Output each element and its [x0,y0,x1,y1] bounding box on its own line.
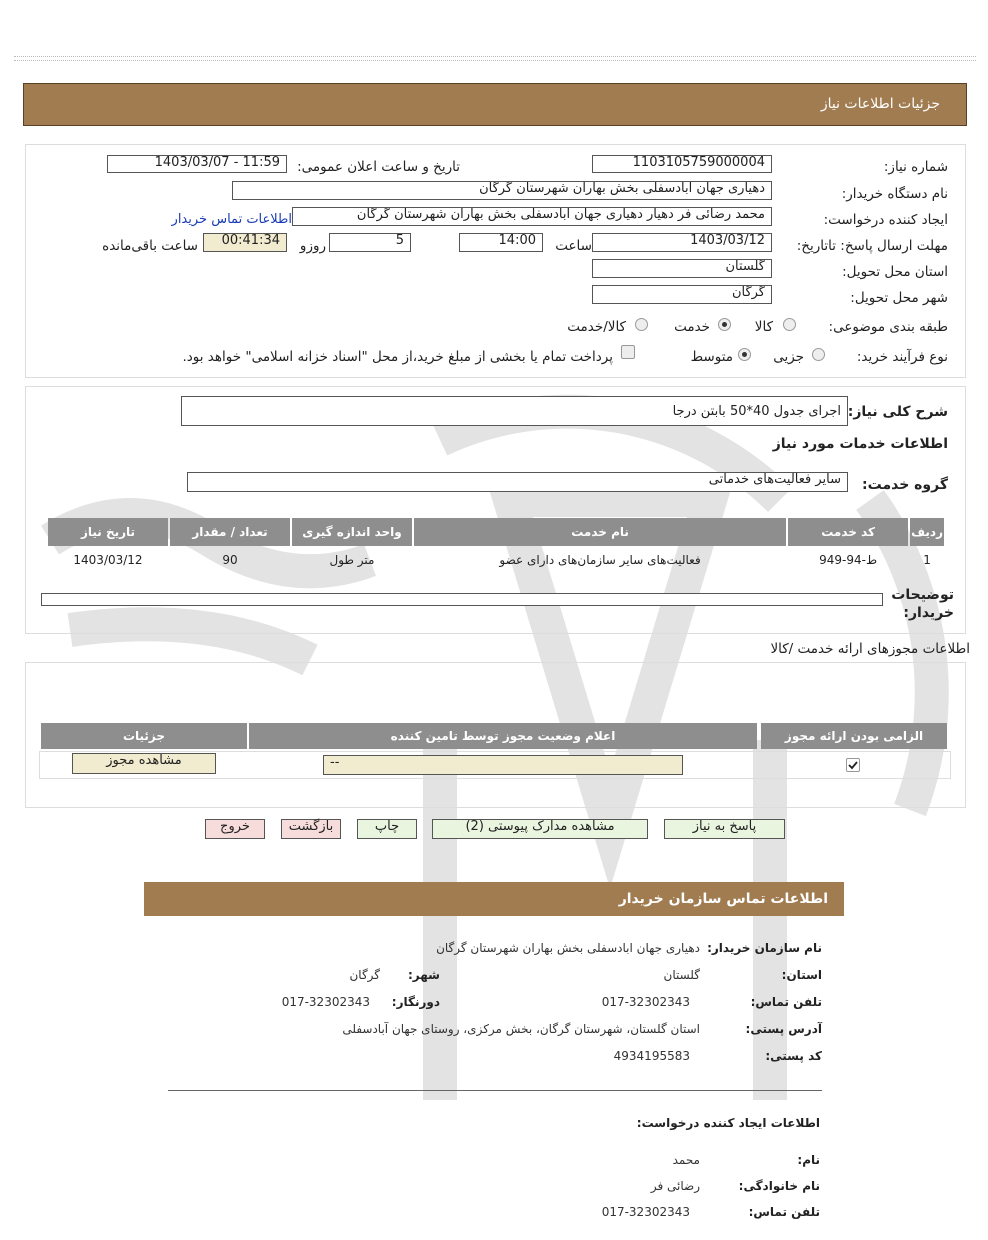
last-name-label: نام خانوادگی: [738,1179,820,1193]
cell-unit: متر طول [329,553,375,567]
service-group-label: گروه خدمت: [862,477,948,493]
deadline-date-field: 1403/03/12 [592,233,772,252]
license-details-header: جزئیات [41,723,247,749]
col-service-code: کد خدمت [788,518,908,546]
need-details-panel [25,144,966,378]
announce-datetime-label: تاریخ و ساعت اعلان عمومی: [297,159,460,175]
creator-info-heading: اطلاعات ایجاد کننده درخواست: [636,1116,820,1130]
licenses-heading: اطلاعات مجوزهای ارائه خدمت /کالا [770,641,970,657]
first-name-value: محمد [672,1153,700,1167]
print-button[interactable]: چاپ [357,819,417,839]
table-row [48,548,944,572]
request-creator-field: محمد رضائی فر دهیار دهیاری جهان ابادسفلی بخش بهاران شهرستان گرگان [292,207,772,226]
contact-divider [168,1090,822,1091]
top-divider [14,56,976,61]
reply-to-need-button[interactable]: پاسخ به نیاز [664,819,785,839]
remaining-days-field: 5 [329,233,411,252]
process-minor-label: جزیی [773,349,804,365]
license-required-header: الزامی بودن ارائه مجوز [761,723,947,749]
cell-quantity: 90 [222,553,238,567]
deadline-time-label: ساعت [555,238,592,254]
remaining-time-field: 00:41:34 [203,233,287,252]
buyer-org-label: نام دستگاه خریدار: [841,186,948,202]
contact-city-value: گرگان [349,968,380,982]
cell-need-date: 1403/03/12 [73,553,143,567]
days-label: روزو [299,238,326,254]
deadline-time-field: 14:00 [459,233,543,252]
contact-fax-value: 017-32302343 [281,995,370,1009]
general-description-field: اجرای جدول 40*50 بابتن درجا [181,396,848,426]
category-service-label: خدمت [674,319,710,335]
contact-fax-label: دورنگار: [391,995,440,1009]
view-attachments-button[interactable]: مشاهده مدارک پیوستی (2) [432,819,648,839]
delivery-city-field: گرگان [592,285,772,304]
treasury-payment-checkbox[interactable] [621,345,635,359]
process-type-label: نوع فرآیند خرید: [856,349,948,365]
licenses-table-header [39,721,949,751]
announce-datetime-field: 1403/03/07 - 11:59 [107,155,287,173]
col-unit: واحد اندازه گیری [292,518,412,546]
category-service-radio[interactable] [718,318,731,331]
page-header [23,83,967,126]
need-number-label: شماره نیاز: [883,159,948,175]
license-status-header: اعلام وضعیت مجوز توسط تامین کننده [249,723,757,749]
services-table [46,516,946,574]
remaining-time-label: ساعت باقی‌مانده [102,238,198,254]
org-name-value: دهیاری جهان ابادسفلی بخش بهاران شهرستان گرگان [436,941,700,955]
contact-province-label: استان: [781,968,822,982]
buyer-contact-header [144,882,844,916]
contact-phone-value: 017-32302343 [601,995,690,1009]
process-medium-label: متوسط [690,349,733,365]
category-goods-service-label: کالا/خدمت [567,319,626,335]
back-button[interactable]: بازگشت [281,819,341,839]
delivery-province-field: گلستان [592,259,772,278]
creator-phone-value: 017-32302343 [601,1205,690,1219]
org-name-label: نام سازمان خریدار: [707,941,822,955]
view-license-button[interactable]: مشاهده مجوز [72,753,216,774]
col-row: ردیف [910,518,944,546]
license-status-field: -- [323,755,683,775]
buyer-notes-field [41,593,883,606]
request-creator-label: ایجاد کننده درخواست: [823,212,948,228]
buyer-notes-label: توضیحات خریدار: [891,587,954,621]
col-service-name: نام خدمت [414,518,786,546]
category-goods-service-radio[interactable] [635,318,648,331]
page-title: جزئیات اطلاعات نیاز [820,96,940,112]
buyer-contact-title: اطلاعات تماس سازمان خریدار [618,891,828,907]
process-medium-radio[interactable] [738,348,751,361]
category-goods-radio[interactable] [783,318,796,331]
postal-address-label: آدرس پستی: [745,1022,822,1036]
buyer-org-field: دهیاری جهان ابادسفلی بخش بهاران شهرستان گرگان [232,181,772,200]
deadline-label: مهلت ارسال پاسخ: تاتاریخ: [796,238,948,254]
col-need-date: تاریخ نیاز [48,518,168,546]
col-quantity: تعداد / مقدار [170,518,290,546]
treasury-payment-note: پرداخت تمام یا بخشی از مبلغ خرید،از محل "اسناد خزانه اسلامی" خواهد بود. [182,349,613,365]
cell-service-code: ط-94-949 [819,553,878,567]
cell-row: 1 [923,553,931,567]
postal-address-value: استان گلستان، شهرستان گرگان، بخش مرکزی، روستای جهان آبادسفلی [342,1022,700,1036]
category-goods-label: کالا [754,319,773,335]
category-label: طبقه بندی موضوعی: [828,319,948,335]
service-group-field: سایر فعالیت‌های خدماتی [187,472,848,492]
services-table-wrap [46,516,946,574]
contact-city-label: شهر: [408,968,440,982]
services-heading: اطلاعات خدمات مورد نیاز [772,436,948,452]
checkmark-icon [847,759,859,771]
contact-phone-label: تلفن تماس: [750,995,822,1009]
postal-code-label: کد پستی: [765,1049,822,1063]
cell-service-name: فعالیت‌های سایر سازمان‌های دارای عضو [499,553,701,567]
contact-province-value: گلستان [663,968,700,982]
need-number-field: 1103105759000004 [592,155,772,173]
buyer-contact-link[interactable]: اطلاعات تماس خریدار [171,212,292,227]
creator-phone-label: تلفن تماس: [748,1205,820,1219]
general-description-label: شرح کلی نیاز: [847,404,948,420]
license-required-checkbox[interactable] [846,758,860,772]
delivery-province-label: استان محل تحویل: [842,264,948,280]
first-name-label: نام: [797,1153,820,1167]
process-minor-radio[interactable] [812,348,825,361]
delivery-city-label: شهر محل تحویل: [850,290,948,306]
postal-code-value: 4934195583 [613,1049,690,1063]
exit-button[interactable]: خروج [205,819,265,839]
last-name-value: رضائی فر [650,1179,700,1193]
